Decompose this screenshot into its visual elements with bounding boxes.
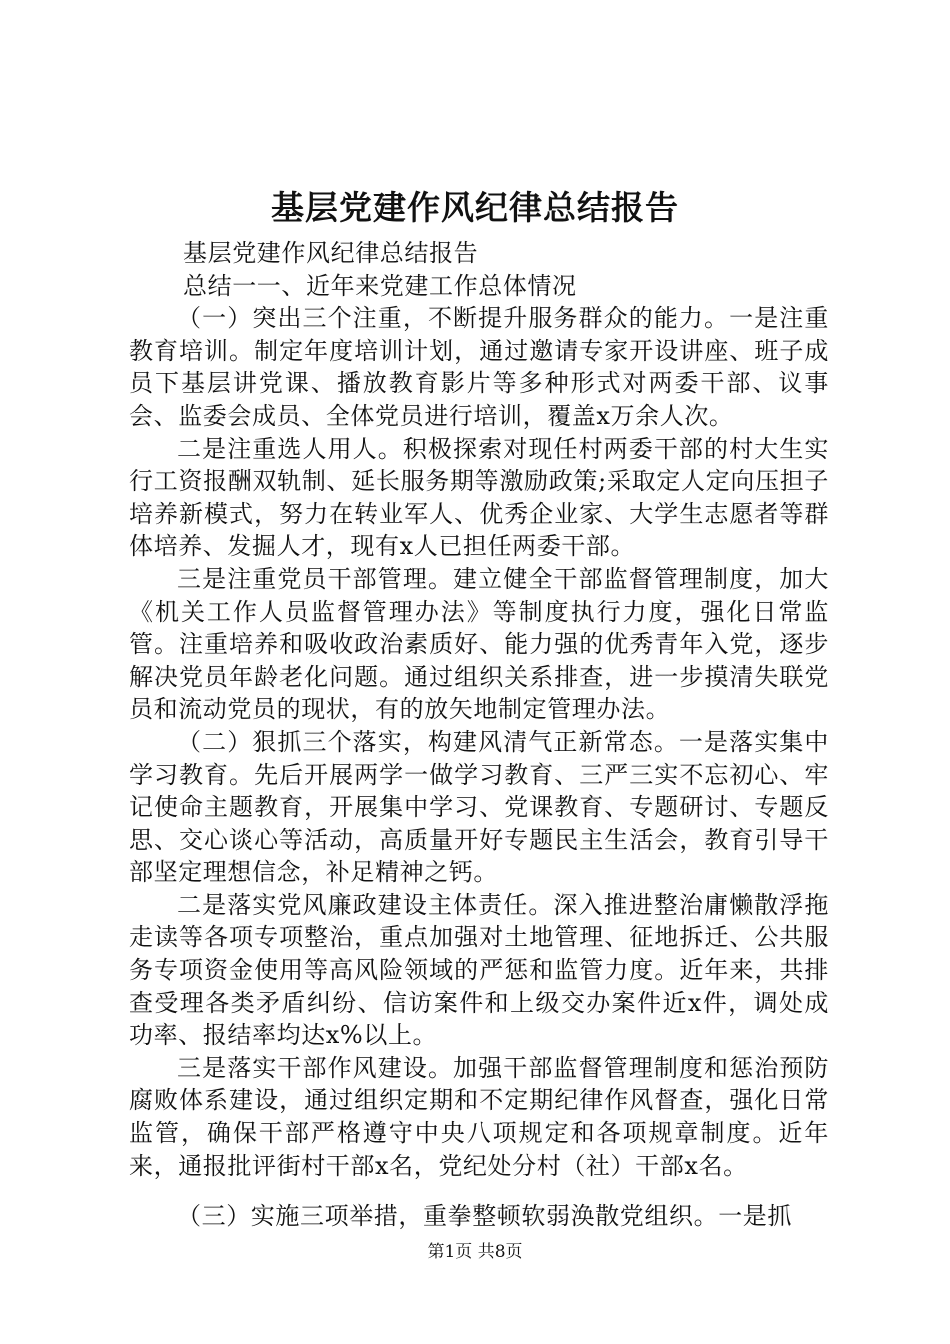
- document-body: [129, 237, 829, 1233]
- paragraph: 三是落实干部作风建设。加强干部监督管理制度和惩治预防腐败体系建设，通过组织定期和不定期纪律作风督查，强化日常监管，确保干部严格遵守中央八项规定和各项规章制度。近年来，通报批评街村干部x名，党纪处分村（社）干部x名。: [129, 1053, 829, 1180]
- paragraph: 二是注重选人用人。积极探索对现任村两委干部的村大生实行工资报酬双轨制、延长服务期等激励政策;采取定人定向压担子培养新模式，努力在转业军人、优秀企业家、大学生志愿者等群体培养、发掘人才，现有x人已担任两委干部。: [129, 434, 829, 561]
- paragraph: （二）狠抓三个落实，构建风清气正新常态。一是落实集中学习教育。先后开展两学一做学习教育、三严三实不忘初心、牢记使命主题教育，开展集中学习、党课教育、专题研讨、专题反思、交心谈心等活动，高质量开好专题民主生活会，教育引导干部坚定理想信念，补足精神之钙。: [129, 727, 829, 887]
- section-heading: 总结一一、近年来党建工作总体情况: [183, 271, 577, 300]
- paragraph: 三是注重党员干部管理。建立健全干部监督管理制度，加大《机关工作人员监督管理办法》等制度执行力度，强化日常监管。注重培养和吸收政治素质好、能力强的优秀青年入党，逐步解决党员年龄老化问题。通过组织关系排查，进一步摸清失联党员和流动党员的现状，有的放矢地制定管理办法。: [129, 564, 829, 724]
- document-title: 基层党建作风纪律总结报告: [271, 188, 679, 227]
- page-number-footer: 第1页 共8页: [427, 1242, 523, 1262]
- paragraph: （一）突出三个注重，不断提升服务群众的能力。一是注重教育培训。制定年度培训计划，通过邀请专家开设讲座、班子成员下基层讲党课、播放教育影片等多种形式对两委干部、议事会、监委会成员、全体党员进行培训，覆盖x万余人次。: [129, 304, 829, 430]
- paragraph: 二是落实党风廉政建设主体责任。深入推进整治庸懒散浮拖走读等各项专项整治，重点加强对土地管理、征地拆迁、公共服务专项资金使用等高风险领域的严惩和监管力度。近年来，共排查受理各类矛盾纠纷、信访案件和上级交办案件近x件，调处成功率、报结率均达x%以上。: [129, 890, 829, 1050]
- document-subtitle: 基层党建作风纪律总结报告: [183, 239, 479, 267]
- paragraph: （三）实施三项举措，重拳整顿软弱涣散党组织。一是抓: [177, 1202, 792, 1231]
